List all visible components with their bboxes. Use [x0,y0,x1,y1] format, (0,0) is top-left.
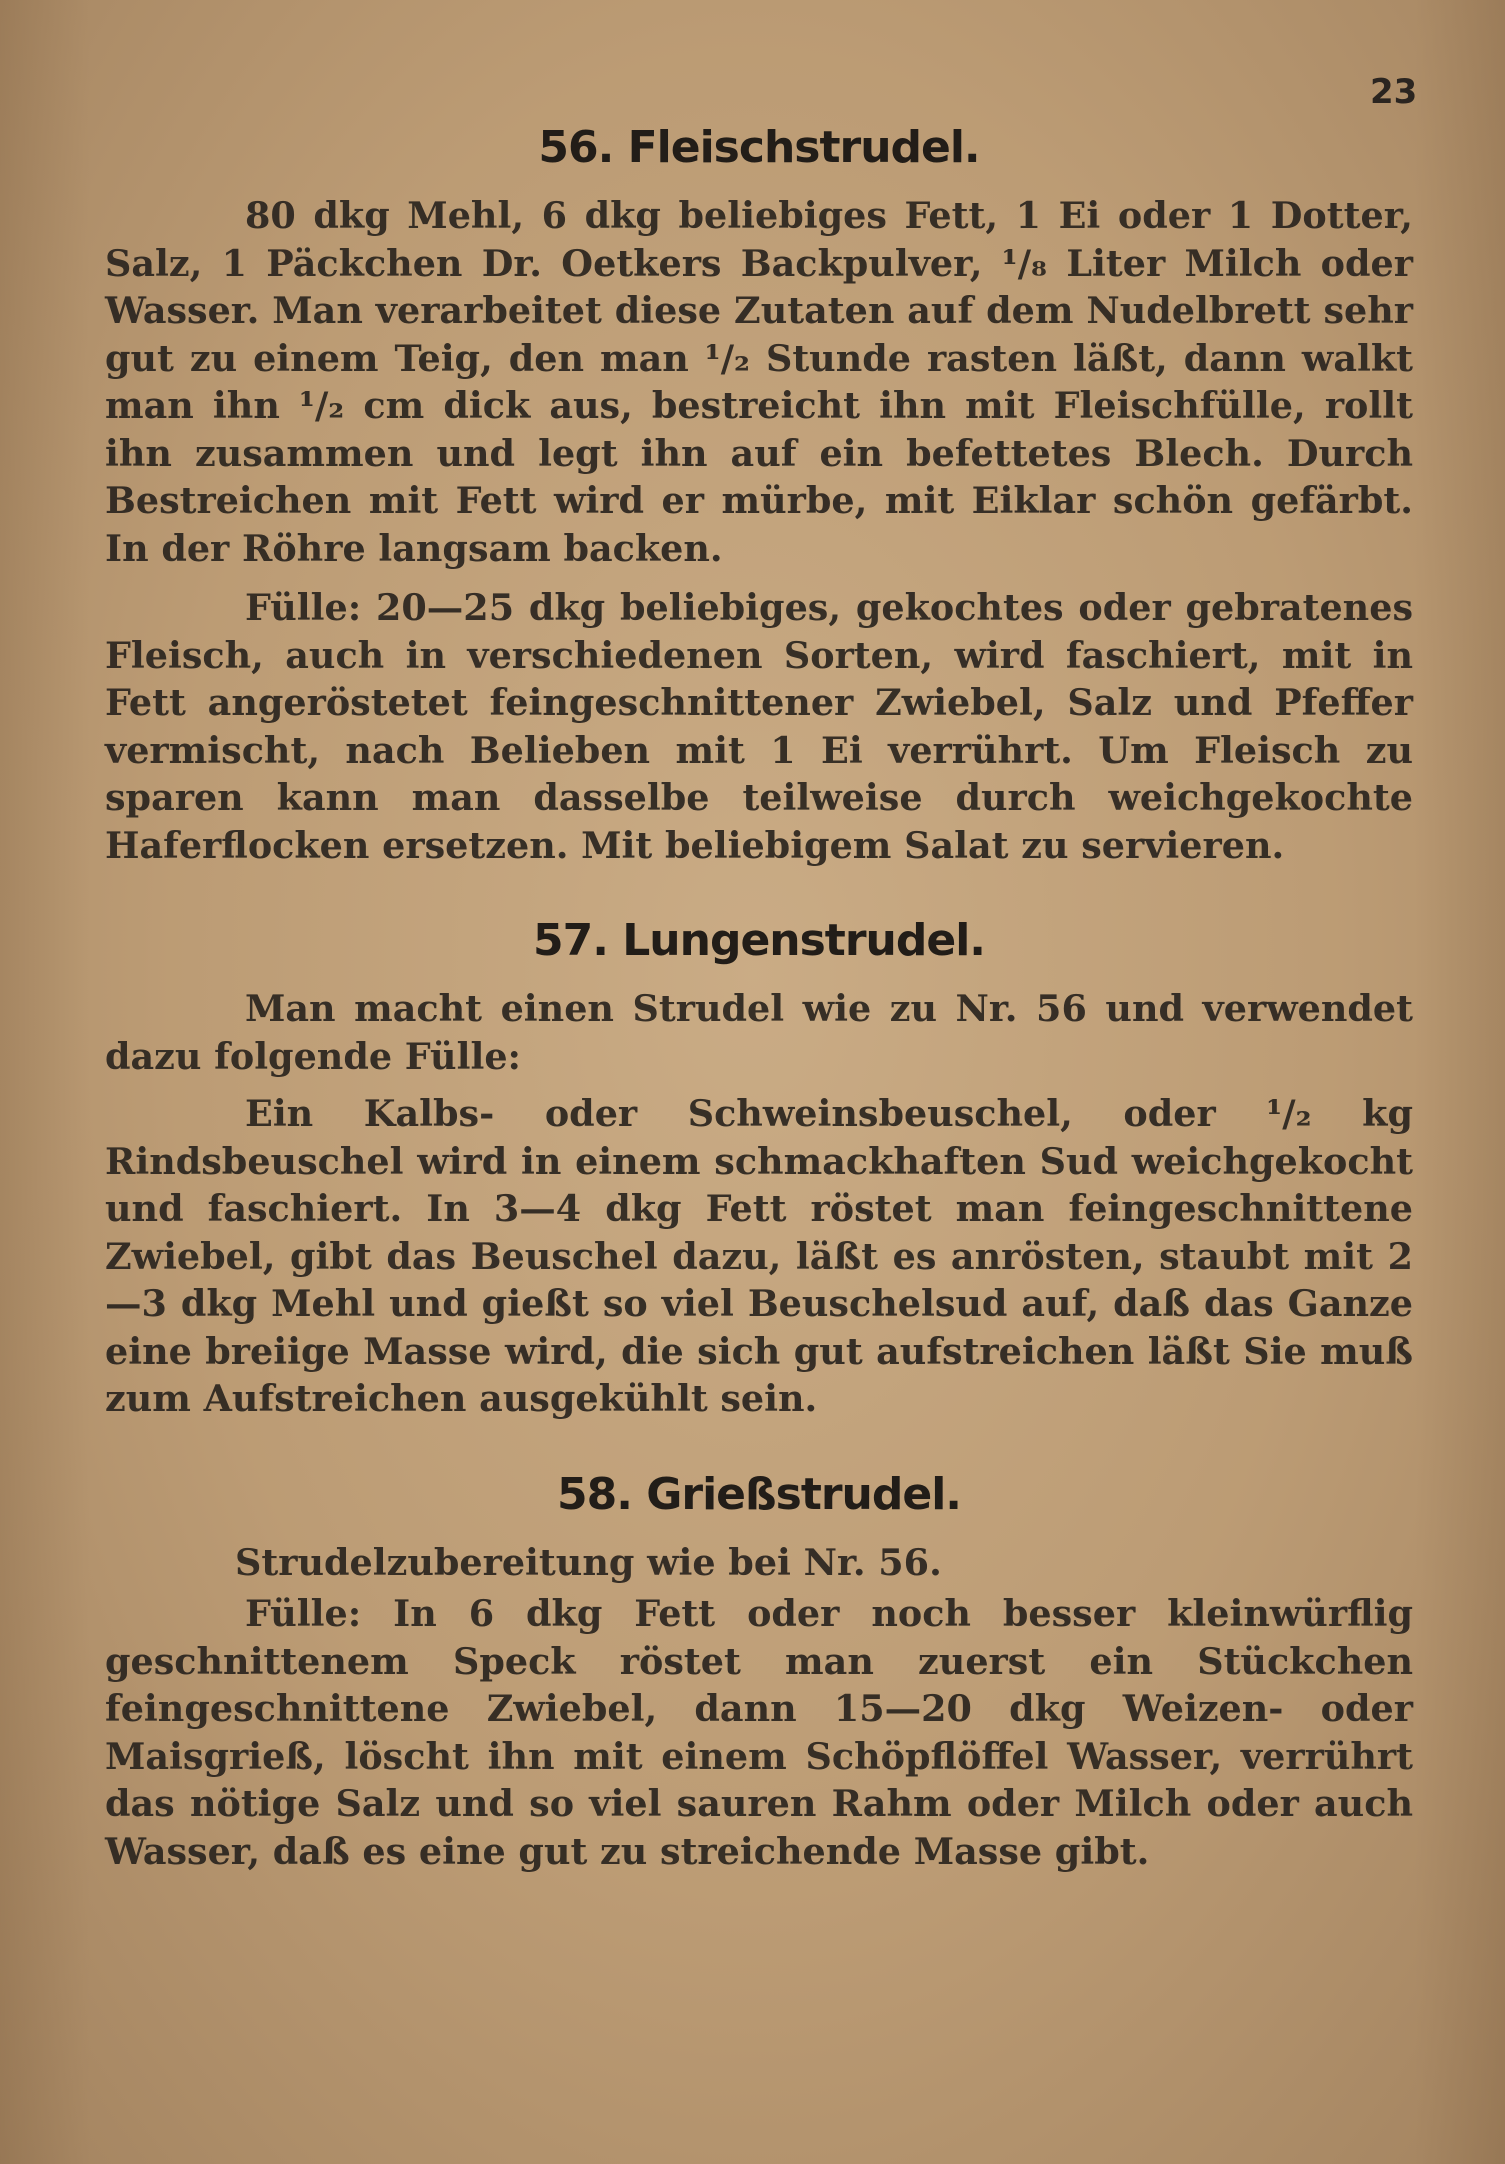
recipe-56-paragraph-1: 80 dkg Mehl, 6 dkg beliebiges Fett, 1 Ei oder 1 Dotter, Salz, 1 Päckchen Dr. Oetkers Backpulver, ¹/₈ Liter Milch oder Wasser. Man verarbeitet diese Zutaten auf dem Nudelbrett sehr gut zu einem Teig, den man ¹/₂ Stunde rasten läßt, dann walkt man ihn ¹/₂ cm dick aus, bestreicht ihn mit Fleischfülle, rollt ihn zusammen und legt ihn auf ein befettetes Blech. Durch Bestreichen mit Fett wird er mürbe, mit Eiklar schön gefärbt. In der Röhre langsam backen. [105,194,1413,570]
recipe-58-paragraph-1: Strudelzubereitung wie bei Nr. 56. [235,1540,942,1584]
recipe-57-paragraph-2: Ein Kalbs- oder Schweinsbeuschel, oder ¹/₂ kg Rindsbeuschel wird in einem schmackhaften Sud weichgekocht und faschiert. In 3—4 dkg Fett röstet man feingeschnittene Zwiebel, gibt das Beuschel dazu, läßt es anrösten, staubt mit 2—3 dkg Mehl und gießt so viel Beuschelsud auf, daß das Ganze eine breiige Masse wird, die sich gut aufstreichen läßt Sie muß zum Aufstreichen ausgekühlt sein. [105,1092,1413,1420]
recipe-58-title: 58. Grießstrudel. [556,1468,962,1520]
page-text-column [105,118,1413,1875]
recipe-56-title: 56. Fleischstrudel. [538,122,980,173]
recipe-56-paragraph-2: Fülle: 20—25 dkg beliebiges, gekochtes oder gebratenes Fleisch, auch in verschiedenen Sorten, wird faschiert, mit in Fett angeröstetet feingeschnittener Zwiebel, Salz und Pfeffer vermischt, nach Belieben mit 1 Ei verrührt. Um Fleisch zu sparen kann man dasselbe teilweise durch weichgekochte Haferflocken ersetzen. Mit beliebigem Salat zu servieren. [105,586,1413,867]
page-number: 23 [1370,72,1418,112]
recipe-57-title: 57. Lungenstrudel. [533,915,985,966]
recipe-57-paragraph-1: Man macht einen Strudel wie zu Nr. 56 und verwendet dazu folgende Fülle: [105,987,1413,1078]
recipe-58-paragraph-2: Fülle: In 6 dkg Fett oder noch besser kleinwürflig geschnittenem Speck röstet man zuerst ein Stückchen feingeschnittene Zwiebel, dann 15—20 dkg Weizen- oder Maisgrieß, löscht ihn mit einem Schöpflöffel Wasser, verrührt das nötige Salz und so viel sauren Rahm oder Milch oder auch Wasser, daß es eine gut zu streichende Masse gibt. [105,1592,1413,1873]
